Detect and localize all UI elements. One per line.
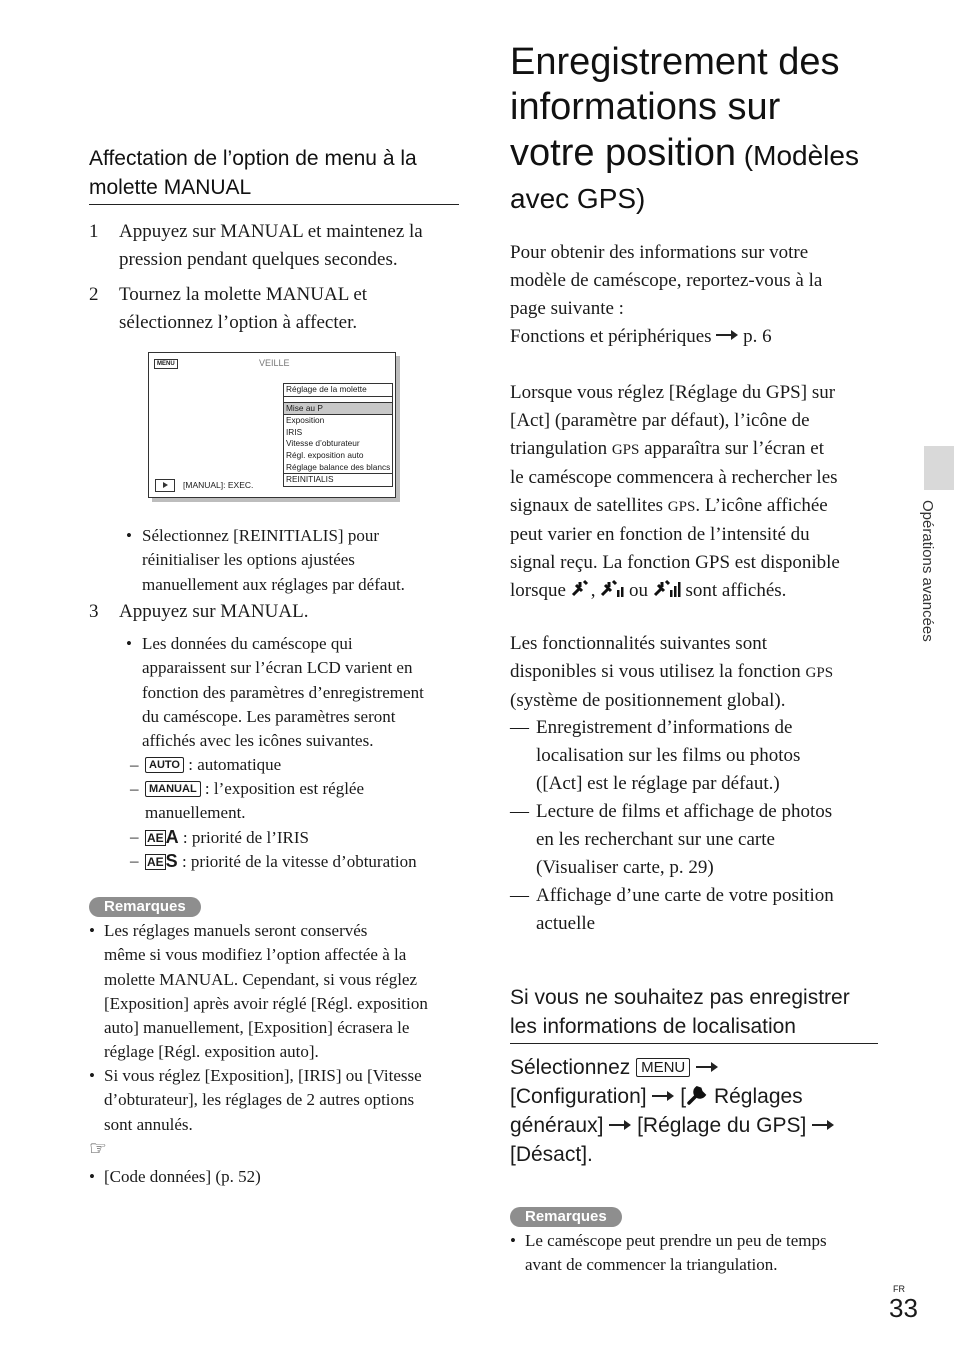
list-item: Exposition <box>286 415 325 426</box>
list-item: Régl. exposition auto <box>286 449 364 460</box>
arrow-right-icon <box>696 1062 718 1072</box>
menu-screen-illustration <box>148 352 396 498</box>
ae-icon: AE <box>147 831 164 845</box>
gps-description: Lorsque vous réglez [Réglage du GPS] sur [Act] (paramètre par défaut), l’icône de triangulation GPS apparaîtra sur l’écran et le caméscope commencera à rechercher les signaux de satellites GPS. L’icône affichée peut varier en fonction de l’intensité du signal reçu. La fonction GPS est disponible lorsque , ou sont affichés. <box>510 382 840 601</box>
list-item: Vitesse d’obturateur <box>286 438 360 449</box>
dial-option-list <box>283 383 393 487</box>
page-number: 33 <box>889 1293 918 1323</box>
menu-key-icon: MENU <box>636 1058 690 1077</box>
playback-icon <box>155 479 175 492</box>
mode-iris-priority: – AE A : priorité de l’IRIS <box>130 827 309 847</box>
step-1: 1 Appuyez sur MANUAL et maintenez la pression pendant quelques secondes. <box>89 221 423 270</box>
auto-mode-icon: AUTO <box>145 757 184 773</box>
list-item: Réglage balance des blancs <box>286 461 391 472</box>
arrow-right-icon <box>609 1120 631 1130</box>
reference-code-data: • [Code données] (p. 52) <box>89 1167 261 1186</box>
aperture-priority-icon: A <box>165 827 179 847</box>
mode-shutter-priority: – AE S : priorité de la vitesse d’obturation <box>130 851 417 871</box>
arrow-right-icon <box>652 1091 674 1101</box>
wrench-icon <box>686 1084 708 1106</box>
step-3: 3 Appuyez sur MANUAL. <box>89 601 309 622</box>
section-heading-manual-dial: Affectation de l’option de menu à la molette MANUAL <box>89 144 459 205</box>
step-2: 2 Tournez la molette MANUAL et sélectionnez l’option à affecter. <box>89 284 368 333</box>
remarks-badge: Remarques <box>89 897 201 917</box>
section-heading-disable-location: Si vous ne souhaitez pas enregistrer les informations de localisation <box>510 983 878 1044</box>
page-title: Enregistrement des informations sur votre position (Modèles avec GPS) <box>510 41 859 214</box>
mode-manual: – MANUAL : l’exposition est réglée manuellement. <box>130 779 365 822</box>
gps-signal-medium-icon <box>600 579 624 599</box>
gps-features-intro: Les fonctionnalités suivantes sont disponibles si vous utilisez la fonction GPS (système de positionnement global). <box>510 633 834 711</box>
remark-1: • Les réglages manuels seront conservés même si vous modifiez l’option affectée à la molette MANUAL. Cependant, si vous réglez [Exposition] après avoir réglé [Régl. exposition auto] manuellement, [Exposition] écrasera le réglage [Régl. exposition auto]. <box>89 921 428 1062</box>
gps-signal-strong-icon <box>653 579 681 599</box>
gps-signal-weak-icon <box>571 579 591 599</box>
remark-triangulation: • Le caméscope peut prendre un peu de temps avant de commencer la triangulation. <box>510 1231 827 1275</box>
gps-icon: GPS <box>805 665 834 681</box>
bullet-lcd-data: • Les données du caméscope qui apparaissent sur l’écran LCD varient en fonction des paramètres d’enregistrement du caméscope. Les paramètres seront affichés avec les icônes suivantes. <box>126 634 424 751</box>
feature-map-playback: — Lecture de films et affichage de photos en les recherchant sur une carte (Visualiser carte, p. 29) <box>510 801 833 878</box>
mode-auto: – AUTO : automatique <box>130 755 282 774</box>
menu-button-icon: MENU <box>154 359 178 369</box>
shutter-priority-icon: S <box>165 851 178 871</box>
section-tab-marker <box>924 446 954 490</box>
menu-procedure: Sélectionnez MENU [Configuration] [ Réglages généraux] [Réglage du GPS] [Désact]. <box>510 1053 880 1169</box>
arrow-right-icon <box>716 330 738 340</box>
list-item: IRIS <box>286 426 303 437</box>
list-item: Mise au P <box>284 402 392 416</box>
section-side-label: Opérations avancées <box>919 500 936 642</box>
remark-2: • Si vous réglez [Exposition], [IRIS] ou [Vitesse d’obturateur], les réglages de 2 autres options sont annulés. <box>89 1066 422 1134</box>
feature-recording: — Enregistrement d’informations de localisation sur les films ou photos ([Act] est le réglage par défaut.) <box>510 717 801 794</box>
remarks-badge: Remarques <box>510 1207 622 1227</box>
list-item: REINITIALIS <box>284 473 392 486</box>
exec-hint: [MANUAL]: EXEC. <box>183 480 254 490</box>
intro-paragraph: Pour obtenir des informations sur votre modèle de caméscope, reportez-vous à la page suivante : Fonctions et périphériques p. 6 <box>510 242 823 347</box>
feature-current-position: — Affichage d’une carte de votre position actuelle <box>510 885 834 934</box>
arrow-right-icon <box>812 1120 834 1130</box>
status-text: VEILLE <box>259 358 290 368</box>
list-header: Réglage de la molette <box>284 384 392 397</box>
language-code: FR <box>893 1284 905 1294</box>
manual-mode-icon: MANUAL <box>145 781 201 797</box>
ae-icon: AE <box>147 855 164 869</box>
reference-hand-icon: ☞ <box>89 1138 107 1160</box>
gps-icon: GPS <box>667 499 696 515</box>
bullet-reset: • Sélectionnez [REINITIALIS] pour réinitialiser les options ajustées manuellement aux réglages par défaut. <box>126 526 405 594</box>
gps-triangulation-icon: GPS <box>611 442 640 458</box>
